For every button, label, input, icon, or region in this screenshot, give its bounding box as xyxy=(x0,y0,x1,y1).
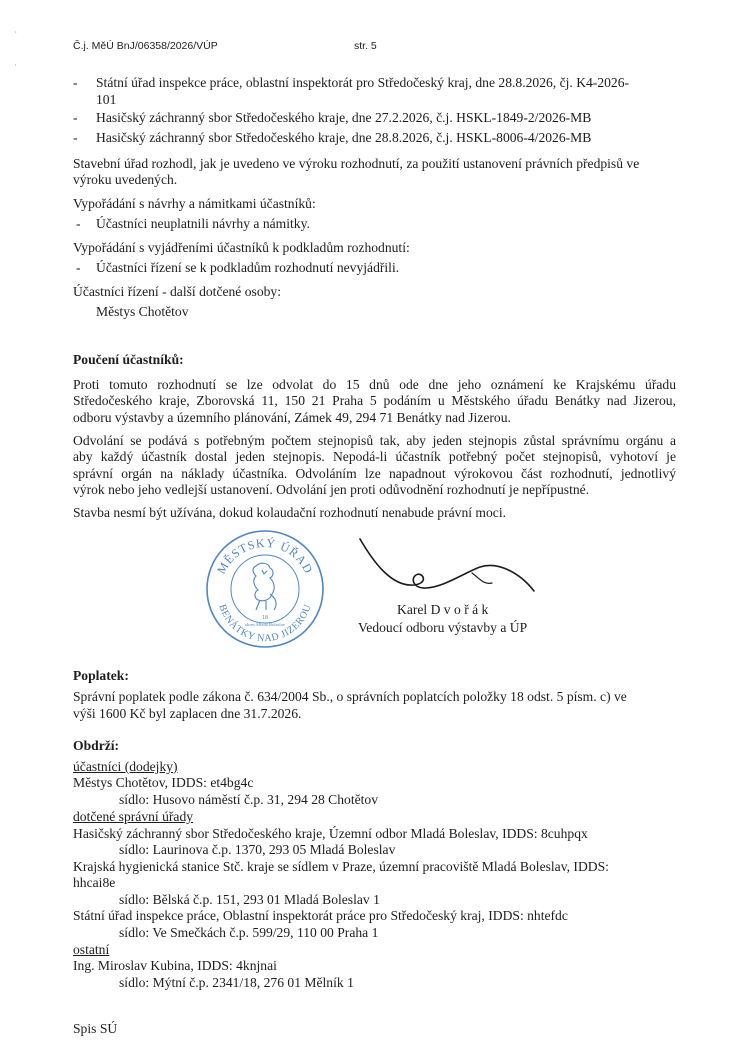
scan-speck: ˋ xyxy=(14,30,17,40)
recipient-name: Ing. Miroslav Kubina, IDDS: 4knjnai xyxy=(73,958,277,973)
fee-heading: Poplatek: xyxy=(73,668,129,683)
lion-emblem-icon xyxy=(253,563,276,610)
page-number: str. 5 xyxy=(354,40,377,52)
recipient-group-title: účastníci (dodejky) xyxy=(73,759,178,774)
instruction-paragraph-2 xyxy=(73,433,676,498)
decision-text: Stavební úřad rozhodl, jak je uvedeno ve výroku rozhodnutí, za použití ustanovení právních předpisů ve xyxy=(73,156,640,171)
recipient-address: sídlo: Ve Smečkách č.p. 599/29, 110 00 Praha 1 xyxy=(119,925,379,940)
paragraph-line: výrok nebo jeho vedlejší ustanovení. Odvolání jen proti odůvodnění rozhodnutí je nepřípustné. xyxy=(73,481,590,497)
list-bullet: - xyxy=(76,216,81,231)
other-persons-title: Účastníci řízení - další dotčené osoby: xyxy=(73,284,281,299)
recipient-address: sídlo: Husovo náměstí č.p. 31, 294 28 Chotětov xyxy=(119,792,379,807)
statements-title: Vypořádání s vyjádřeními účastníků k podkladům rozhodnutí: xyxy=(73,240,410,255)
usage-note: Stavba nesmí být užívána, dokud kolaudační rozhodnutí nenabude právní moci. xyxy=(73,505,507,520)
paragraph-line: Středočeského kraje, Zborovská 11, 150 21 Praha 5 podáním u Městského úřadu Benátky nad Jizerou, xyxy=(73,393,676,409)
list-bullet: - xyxy=(73,130,78,145)
recipient-name: Městys Chotětov, IDDS: et4bg4c xyxy=(73,775,254,790)
opinion-item: Hasičský záchranný sbor Středočeského kraje, dne 28.8.2026, č.j. HSKL-8006-4/2026-MB xyxy=(96,130,592,145)
list-bullet: - xyxy=(76,260,81,275)
recipient-group-title: ostatní xyxy=(73,942,110,957)
stamp-text-top: MĚSTSKÝ ÚŘAD xyxy=(214,535,316,577)
recipient-name: Krajská hygienická stanice Stč. kraje se sídlem v Praze, územní pracoviště Mladá Boleslav, IDDS: xyxy=(73,859,609,874)
recipient-address: sídlo: Bělská č.p. 151, 293 01 Mladá Boleslav 1 xyxy=(119,892,380,907)
proposals-item: Účastníci neuplatnili návrhy a námitky. xyxy=(96,216,310,231)
stamp-number: 18 xyxy=(262,615,268,621)
signature-image xyxy=(352,533,538,605)
paragraph-line: správní orgán na náklady účastníka. Odvoláním lze napadnout výrokovou část rozhodnutí, jednotlivý xyxy=(73,465,676,481)
proposals-title: Vypořádání s návrhy a námitkami účastníků: xyxy=(73,196,316,211)
fee-text: Správní poplatek podle zákona č. 634/2004 Sb., o správních poplatcích položky 18 odst. 5 písm. c) ve xyxy=(73,689,627,704)
recipients-heading: Obdrží: xyxy=(73,738,120,753)
decision-text-cont: výroku uvedených. xyxy=(73,172,178,187)
signatory-name: Karel D v o ř á k xyxy=(397,602,489,617)
paragraph-line: Odvolání se podává s potřebným počtem stejnopisů tak, aby jeden stejnopis zůstal správnímu orgánu a xyxy=(73,433,676,448)
office-stamp xyxy=(204,528,326,650)
opinion-item: Státní úřad inspekce práce, oblastní inspektorát pro Středočeský kraj, dne 28.8.2026, čj. K4-2026- xyxy=(96,75,630,90)
scan-speck: · xyxy=(14,60,17,70)
paragraph-line: aby každý účastník dostal jeden stejnopis. Nepodá-li účastník potřebný počet stejnopisů, vyhotoví je xyxy=(73,449,676,465)
footer-file-note: Spis SÚ xyxy=(73,1021,118,1036)
other-person-name: Městys Chotětov xyxy=(96,304,189,319)
opinion-item: Hasičský záchranný sbor Středočeského kraje, dne 27.2.2026, č.j. HSKL-1849-2/2026-MB xyxy=(96,110,592,125)
instruction-heading: Poučení účastníků: xyxy=(73,352,184,367)
reference-number: Č.j. MěÚ BnJ/06358/2026/VÚP xyxy=(73,40,218,52)
recipient-name: Hasičský záchranný sbor Středočeského kraje, Územní odbor Mladá Boleslav, IDDS: 8cuhpqx xyxy=(73,826,588,841)
svg-text:MĚSTSKÝ ÚŘAD xyxy=(214,536,316,576)
recipient-name: Státní úřad inspekce práce, Oblastní inspektorát práce pro Středočeský kraj, IDDS: nhtefdc xyxy=(73,908,568,923)
signatory-role: Vedoucí odboru výstavby a ÚP xyxy=(358,620,528,635)
statements-item: Účastníci řízení se k podkladům rozhodnutí nevyjádřili. xyxy=(96,260,400,275)
opinion-item-cont: 101 xyxy=(96,92,117,107)
stamp-small-text: okres Mladá Boleslav xyxy=(244,622,286,627)
list-bullet: - xyxy=(73,75,78,90)
recipient-address: sídlo: Mýtní č.p. 2341/18, 276 01 Mělník 1 xyxy=(119,975,354,990)
paragraph-line: odboru výstavby a územního plánování, Zámek 49, 294 71 Benátky nad Jizerou. xyxy=(73,409,511,425)
recipient-group-title: dotčené správní úřady xyxy=(73,809,194,824)
instruction-paragraph-1 xyxy=(73,377,676,426)
list-bullet: - xyxy=(73,110,78,125)
fee-text-cont: výši 1600 Kč byl zaplacen dne 31.7.2026. xyxy=(73,706,302,721)
paragraph-line: Proti tomuto rozhodnutí se lze odvolat do 15 dnů ode dne jeho oznámení ke Krajskému úřadu xyxy=(73,377,676,392)
recipient-name-cont: hhcai8e xyxy=(73,875,116,890)
recipient-address: sídlo: Laurinova č.p. 1370, 293 05 Mladá Boleslav xyxy=(119,842,396,857)
stamp-text-bottom: BENÁTKY NAD JIZEROU xyxy=(216,602,314,645)
